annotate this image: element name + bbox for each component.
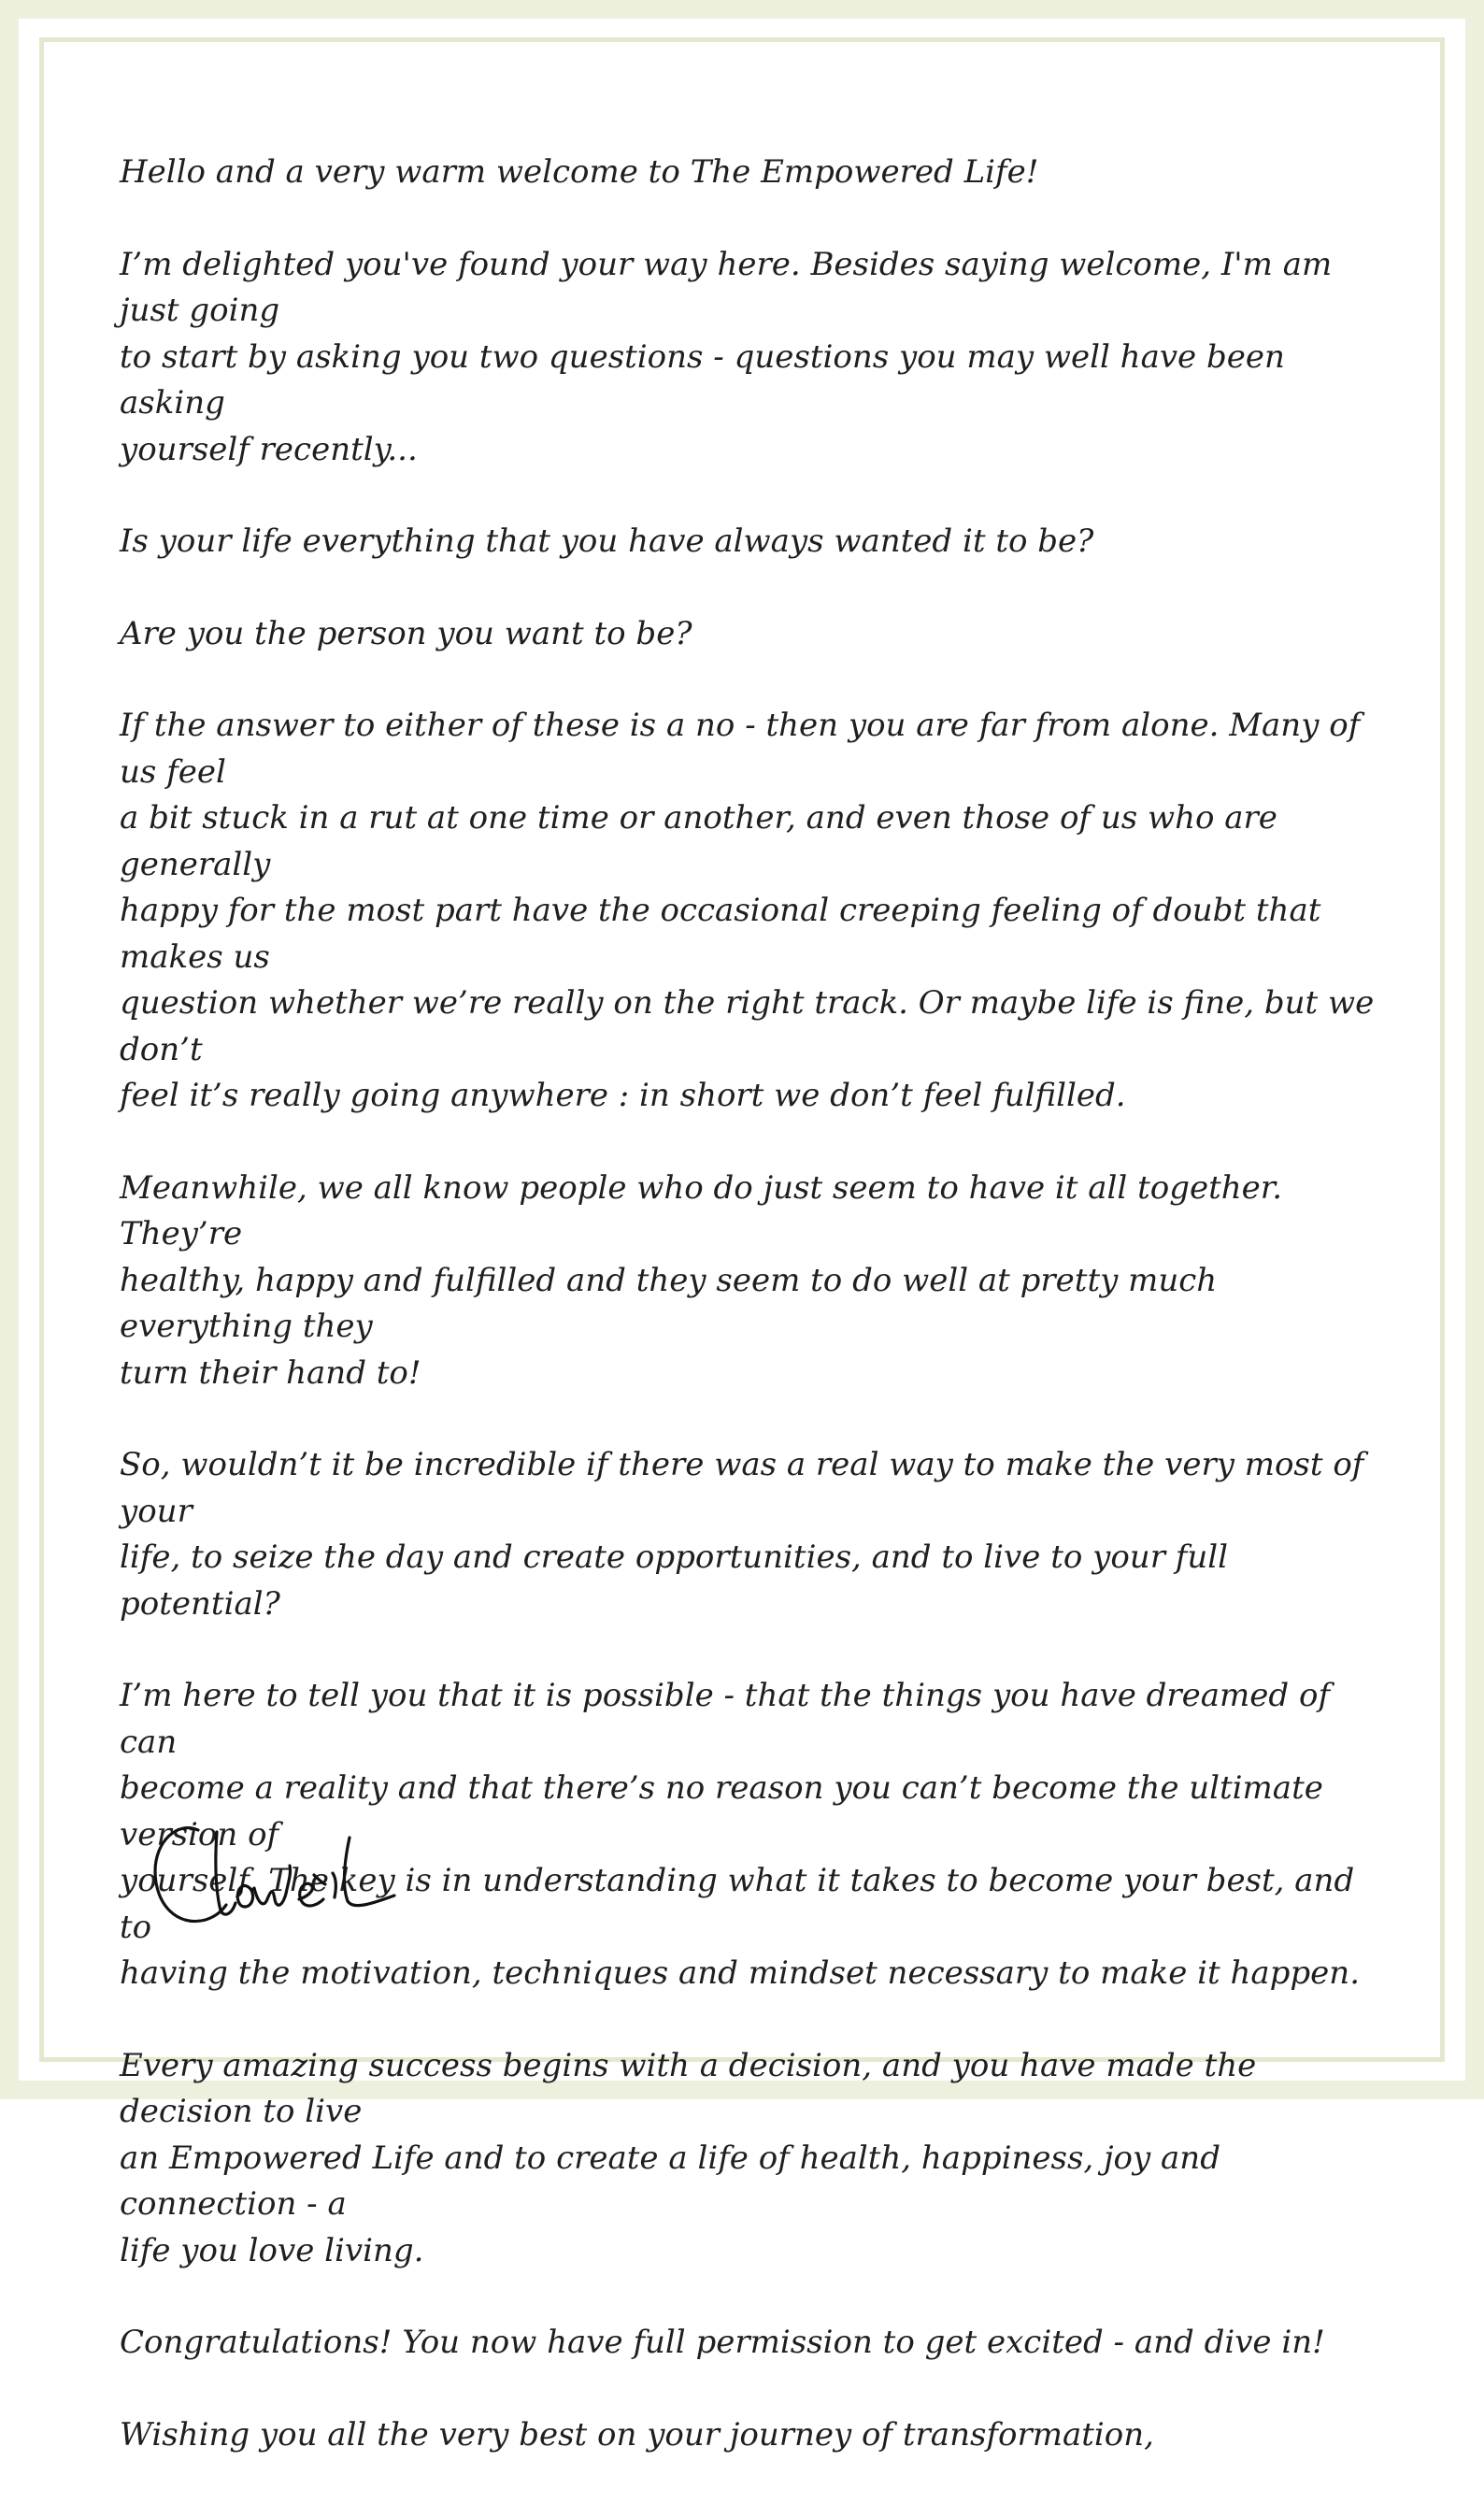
letter-paragraph: Meanwhile, we all know people who do just seem to have it all together. They’re healthy, happy and fulfilled and they seem to do well at pretty much everything they turn their hand to!	[120, 1168, 1283, 1392]
letter-paragraph: So, wouldn’t it be incredible if there was a real way to make the very most of your life, to seize the day and create opportunities, and to live to your full potential?	[120, 1446, 1364, 1623]
letter-closing: Wishing you all the very best on your journey of transformation,	[120, 2415, 1154, 2454]
letter-paragraph: Congratulations! You now have full permission to get excited - and dive in!	[120, 2324, 1325, 2361]
handwritten-signature	[150, 1813, 467, 1944]
letter-paragraph: Is your life everything that you have always wanted it to be?	[120, 522, 1094, 560]
letter-body	[120, 150, 1377, 2504]
letter-paragraph: Are you the person you want to be?	[120, 614, 692, 652]
letter-paragraph: Every amazing success begins with a decision, and you have made the decision to live an Empowered Life and to create a life of health, happiness, joy and connection - a life you love living.	[120, 2046, 1257, 2269]
letter-paragraph: I’m here to tell you that it is possible - that the things you have dreamed of can become a reality and that there’s no reason you can’t become the ultimate version of yourself. The key is in understanding what it takes to become your best, and to having the motivation, techniques and mindset necessary to make it happen.	[120, 1677, 1361, 1992]
letter-paragraph: I’m delighted you've found your way here. Besides saying welcome, I'm am just going to start by asking you two questions - questions you may well have been asking yourself recently...	[120, 245, 1333, 468]
letter-paragraph: If the answer to either of these is a no - then you are far from alone. Many of us feel a bit stuck in a rut at one time or another, and even those of us who are generally happy for the most part have the occasional creeping feeling of doubt that makes us question whether we’re really on the right track. Or maybe life is fine, but we don’t feel it’s really going anywhere : in short we don’t feel fulfilled.	[120, 707, 1375, 1114]
letter-greeting: Hello and a very warm welcome to The Empowered Life!	[120, 153, 1039, 191]
